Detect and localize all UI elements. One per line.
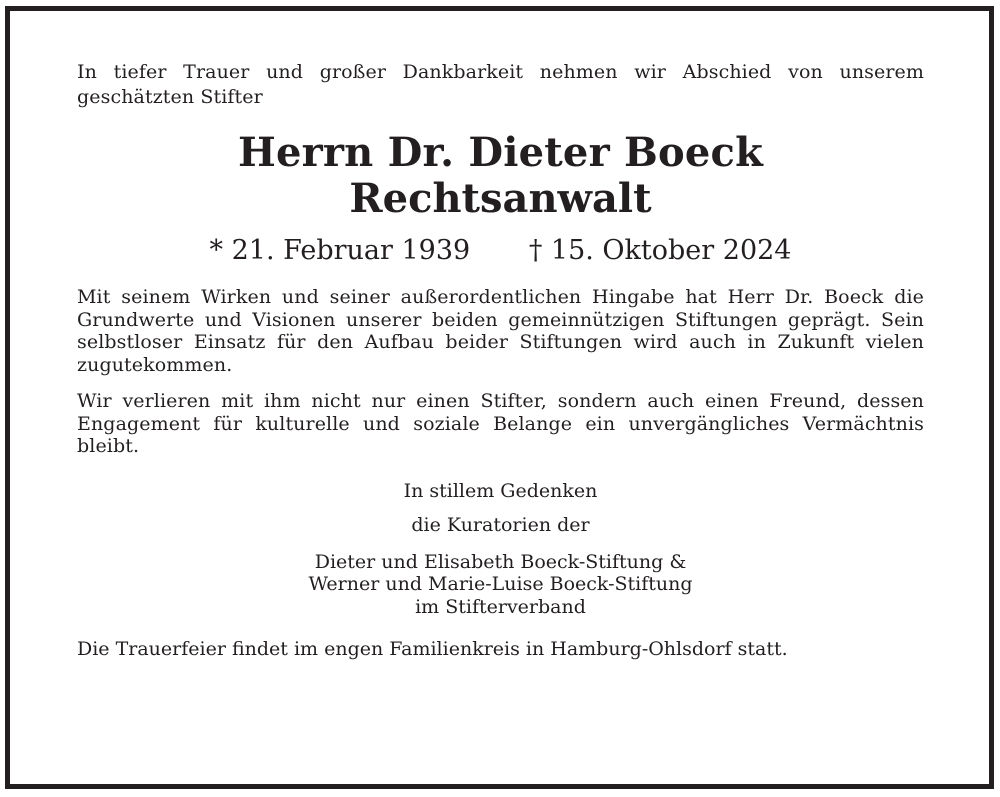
board-line: die Kuratorien der: [411, 514, 590, 536]
death-date: † 15. Oktober 2024: [528, 235, 792, 266]
tribute-paragraph-2: Wir verlieren mit ihm nicht nur einen Stifter, sondern auch einen Freund, dessen Engagement für kulturelle und soziale Belange ein unvergängliches Vermächtnis bleibt.: [77, 390, 924, 457]
funeral-notice: Die Trauerfeier findet im engen Familienkreis in Hamburg-Ohlsdorf statt.: [77, 638, 788, 660]
in-memory-line: In stillem Gedenken: [403, 479, 598, 502]
foundation-line: Dieter und Elisabeth Boeck-Stiftung &: [314, 550, 687, 573]
foundations-signature: [77, 551, 924, 619]
deceased-profession: Rechtsanwalt: [349, 175, 652, 222]
birth-date: * 21. Februar 1939: [209, 235, 471, 266]
deceased-name: Herrn Dr. Dieter Boeck: [237, 129, 763, 176]
foundation-line: im Stifterverband: [415, 595, 586, 618]
foundation-line: Werner und Marie-Luise Boeck-Stiftung: [308, 573, 693, 595]
life-dates: [77, 234, 924, 268]
intro-text: In tiefer Trauer und großer Dankbarkeit nehmen wir Abschied von unserem geschätzten Stifter: [77, 61, 924, 108]
obituary-notice: [77, 60, 924, 661]
tribute-paragraph-1: Mit seinem Wirken und seiner außerordentlichen Hingabe hat Herr Dr. Boeck die Grundwerte und Visionen unserer beiden gemeinnützigen Stiftungen geprägt. Sein selbstloser Einsatz für den Aufbau beider Stiftungen wird auch in Zukunft vielen zugutekommen.: [77, 286, 924, 376]
